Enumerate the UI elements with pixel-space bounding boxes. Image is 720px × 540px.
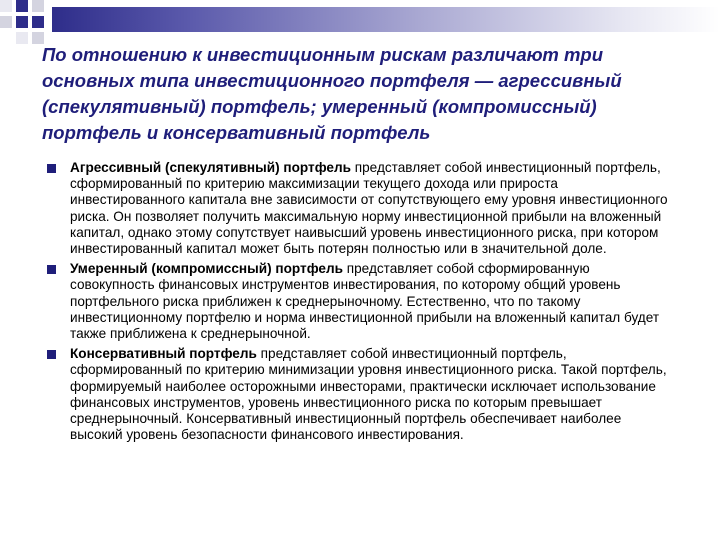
square-bullet-icon <box>47 164 56 173</box>
list-item-conservative <box>47 346 672 443</box>
square-bullet-icon <box>47 265 56 274</box>
deco-square <box>16 0 28 12</box>
deco-square <box>0 0 12 12</box>
list-item-moderate <box>47 261 672 342</box>
deco-square <box>16 32 28 44</box>
slide-title <box>42 42 682 146</box>
deco-square <box>0 16 12 28</box>
deco-square <box>32 16 44 28</box>
item-text: представляет собой инвестиционный портфель, сформированный по критерию минимизации уровня инвестиционного риска. Такой портфель, формируемый наиболее осторожными инвесторами, практически исключает использование финансовых инструментов, уровень инвестиционного риска по которым превышает среднерыночный. Консервативный инвестиционный портфель обеспечивает наиболее высокий уровень безопасности финансового инвестирования. <box>70 346 667 443</box>
deco-square <box>16 16 28 28</box>
item-text: представляет собой инвестиционный портфель, сформированный по критерию максимизации текущего дохода или прироста инвестированного капитала вне зависимости от сопутствующего ему уровня инвестиционного риска. Он позволяет получить максимальную норму инвестиционной прибыли на вложенный капитал, однако этому сопутствует наивысший уровень инвестиционного риска, при котором инвестированный капитал может быть потерян полностью или в значительной доле. <box>70 160 668 257</box>
title-lead: По отношению к инвестиционным рискам <box>42 44 447 65</box>
portfolio-types-list <box>47 160 672 447</box>
item-term: Умеренный (компромиссный) портфель <box>70 261 343 277</box>
header-gradient-bar <box>52 7 720 32</box>
item-term: Консервативный портфель <box>70 346 257 362</box>
deco-square <box>32 0 44 12</box>
item-text: представляет собой сформированную совокупность финансовых инструментов инвестирования, по которому общий уровень портфельного риска приближен к среднерыночному. Естественно, что по такому инвестиционному портфелю и норма инвестиционной прибыли на вложенный капитал будет также приближена к среднерыночной. <box>70 261 660 342</box>
square-bullet-icon <box>47 350 56 359</box>
title-rest: различают три основных типа инвестиционного портфеля — агрессивный (спекулятивный) портфель; умеренный (компромиссный) портфель и консервативный портфель <box>42 44 622 143</box>
item-term: Агрессивный (спекулятивный) портфель <box>70 160 351 175</box>
list-item-aggressive <box>47 160 672 257</box>
